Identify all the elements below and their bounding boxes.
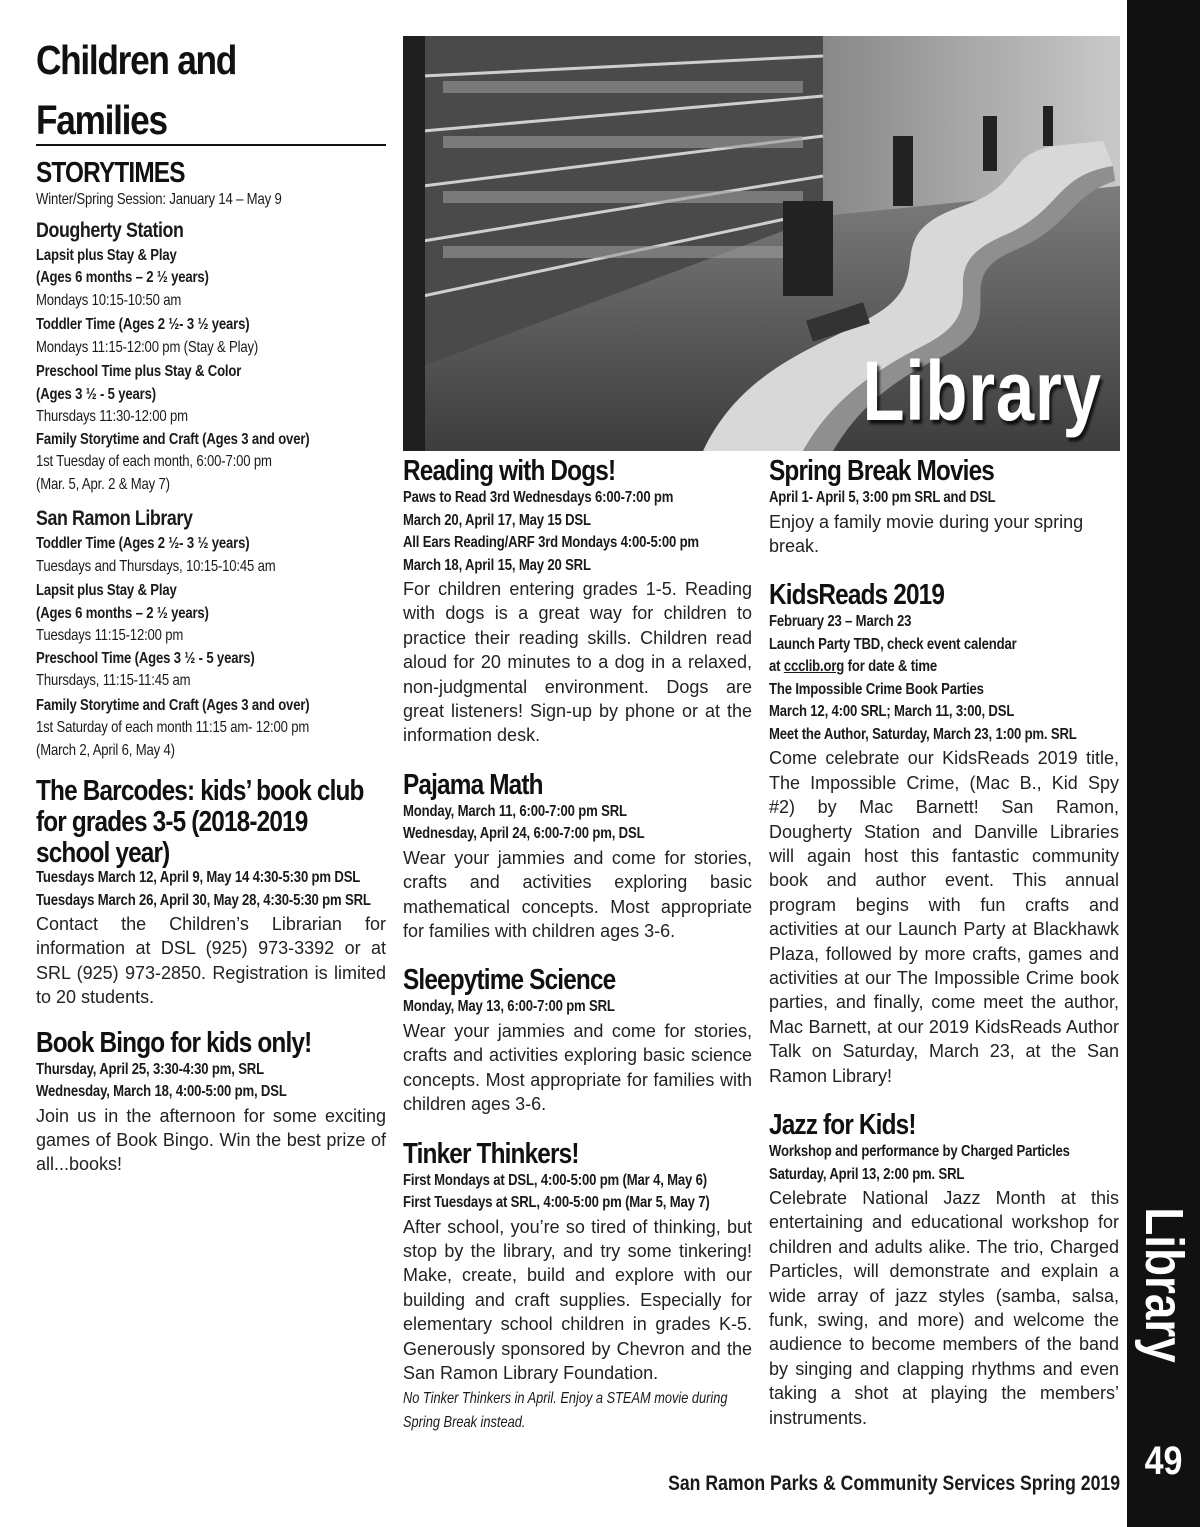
pajama-heading: Pajama Math [403,768,543,801]
barcodes-meta: Tuesdays March 26, April 30, May 28, 4:30-5:30 pm SRL [36,891,371,909]
barcodes-body: Contact the Children’s Librarian for information at DSL (925) 973-3392 or at SRL (925) 973-2850. Registration is limited to 20 students. [36,914,386,1008]
sleepy-heading: Sleepytime Science [403,964,616,997]
photo-overlay-title: Library [862,344,1102,438]
storytimes-session: Winter/Spring Session: January 14 – May 9 [36,191,282,208]
kidsreads-meta: Meet the Author, Saturday, March 23, 1:00 pm. SRL [769,725,1077,743]
dougherty-item: Lapsit plus Stay & Play [36,246,177,264]
san-ramon-item: Preschool Time (Ages 3 ½ - 5 years) [36,649,255,667]
barcodes-meta: Tuesdays March 12, April 9, May 14 4:30-5:30 pm DSL [36,869,361,886]
tinker-heading: Tinker Thinkers! [403,1137,579,1170]
right-column [769,456,1119,1444]
kidsreads-meta-prefix: at [769,658,784,676]
section-tab-label [1134,1200,1194,1370]
storytimes-heading: STORYTIMES [36,157,185,189]
dougherty-item: Toddler Time (Ages 2 ½- 3 ½ years) [36,316,250,333]
san-ramon-item: Tuesdays 11:15-12:00 pm [36,627,184,644]
jazz-meta: Workshop and performance by Charged Particles [769,1143,1070,1160]
kidsreads-body: Come celebrate our KidsReads 2019 title, The Impossible Crime, (Mac B., Kid Spy #2) by Mac Barnett! San Ramon, Dougherty Station and Danville Libraries will again host this fantastic community book and author event. This annual program begins with fun crafts and activities at our Launch Party at Blackhawk Plaza, followed by more crafts, games and activities at our The Impossible Crime book parties, and finally, come meet the author, Mac Barnett, at our 2019 KidsReads Author Talk on Saturday, March 23, at the San Ramon Library! [769,748,1119,1086]
movies-body: Enjoy a family movie during your spring break. [769,511,1084,556]
dogs-meta: March 20, April 17, May 15 DSL [403,511,591,529]
dogs-meta: Paws to Read 3rd Wednesdays 6:00-7:00 pm [403,489,674,506]
bingo-section [36,1028,386,1177]
barcodes-heading: The Barcodes: kids’ book club for grades 3-5 (2018-2019 school year) [36,775,364,869]
kidsreads-meta-link-line [769,656,1119,679]
kidsreads-section [769,580,1119,1088]
san-ramon-item: Thursdays, 11:15-11:45 am [36,672,191,689]
jazz-meta: Saturday, April 13, 2:00 pm. SRL [769,1165,965,1183]
dougherty-heading: Dougherty Station [36,218,184,242]
storytimes-section [36,158,386,762]
san-ramon-item: Family Storytime and Craft (Ages 3 and over) [36,696,310,714]
middle-column [403,456,752,1449]
san-ramon-item: (March 2, April 6, May 4) [36,741,175,759]
jazz-body: Celebrate National Jazz Month at this entertaining and educational workshop for children and adults alike. The trio, Charged Particles, will demonstrate and explain a wide array of jazz styles (samba, salsa, funk, swing, and more) and welcome the audience to become members of the band by singing and clapping rhythms and even taking a shot at playing the members’ instruments. [769,1188,1119,1428]
page-number: 49 [1144,1439,1183,1483]
sleepy-section [403,965,752,1116]
page-title-line1: Children and [36,37,237,83]
san-ramon-item: (Ages 6 months – 2 ½ years) [36,604,209,622]
library-photo [403,36,1120,451]
sleepy-body: Wear your jammies and come for stories, crafts and activities exploring basic science concepts. Most appropriate for families with children ages 3-6. [403,1020,752,1115]
dogs-meta: March 18, April 15, May 20 SRL [403,556,591,574]
bingo-meta: Wednesday, March 18, 4:00-5:00 pm, DSL [36,1083,287,1101]
pajama-body: Wear your jammies and come for stories, crafts and activities exploring basic mathematical concepts. Most appropriate for families with children ages 3-6. [403,847,752,942]
tinker-meta: First Tuesdays at SRL, 4:00-5:00 pm (Mar 5, May 7) [403,1194,710,1212]
dogs-body: For children entering grades 1-5. Reading with dogs is a great way for children to practice their reading skills. Children read aloud for 20 minutes to a dog in a relaxed, non-judgmental environment. Dogs are great listeners! Sign-up by phone or at the information desk. [403,579,752,746]
dogs-heading: Reading with Dogs! [403,455,616,487]
san-ramon-item: Toddler Time (Ages 2 ½- 3 ½ years) [36,535,250,552]
dogs-section [403,456,752,748]
page-title [36,30,337,150]
dougherty-item: Mondays 10:15-10:50 am [36,291,182,309]
dougherty-item: Thursdays 11:30-12:00 pm [36,408,188,425]
kidsreads-meta: The Impossible Crime Book Parties [769,680,984,698]
kidsreads-meta: February 23 – March 23 [769,613,912,631]
bingo-heading: Book Bingo for kids only! [36,1026,312,1059]
dougherty-item: Family Storytime and Craft (Ages 3 and over) [36,430,310,448]
tinker-meta: First Mondays at DSL, 4:00-5:00 pm (Mar 4, May 6) [403,1171,708,1189]
dougherty-item: (Ages 6 months – 2 ½ years) [36,269,209,286]
pajama-meta: Monday, March 11, 6:00-7:00 pm SRL [403,802,627,820]
bingo-body: Join us in the afternoon for some exciting games of Book Bingo. Win the best prize of all...books! [36,1105,386,1175]
san-ramon-item: Lapsit plus Stay & Play [36,582,177,599]
kidsreads-meta: March 12, 4:00 SRL; March 11, 3:00, DSL [769,703,1015,721]
pajama-meta: Wednesday, April 24, 6:00-7:00 pm, DSL [403,825,645,843]
kidsreads-heading: KidsReads 2019 [769,579,945,612]
page-footer: San Ramon Parks & Community Services Spring 2019 [668,1472,1120,1495]
san-ramon-heading: San Ramon Library [36,507,193,530]
section-tab-text: Library [1134,1207,1194,1363]
page-title-line2: Families [36,97,167,143]
dougherty-item: Preschool Time plus Stay & Color [36,363,242,380]
dogs-meta: All Ears Reading/ARF 3rd Mondays 4:00-5:00 pm [403,534,699,551]
tinker-note: No Tinker Thinkers in April. Enjoy a STEAM movie during Spring Break instead. [403,1390,728,1432]
kidsreads-meta: Launch Party TBD, check event calendar [769,635,1017,653]
barcodes-section [36,776,386,1010]
movies-heading: Spring Break Movies [769,455,995,487]
jazz-section [769,1110,1119,1430]
kidsreads-meta-suffix: for date & time [844,658,938,676]
ccclib-link[interactable]: ccclib.org [783,658,845,676]
san-ramon-item: Tuesdays and Thursdays, 10:15-10:45 am [36,557,276,575]
jazz-heading: Jazz for Kids! [769,1109,916,1141]
pajama-section [403,770,752,944]
left-column [36,30,386,1191]
dougherty-item: (Mar. 5, Apr. 2 & May 7) [36,475,170,493]
movies-section [769,456,1119,558]
dougherty-item: 1st Tuesday of each month, 6:00-7:00 pm [36,453,272,470]
sleepy-meta: Monday, May 13, 6:00-7:00 pm SRL [403,998,615,1016]
dougherty-item: (Ages 3 ½ - 5 years) [36,385,156,403]
bingo-meta: Thursday, April 25, 3:30-4:30 pm, SRL [36,1060,264,1078]
movies-meta: April 1- April 5, 3:00 pm SRL and DSL [769,489,996,506]
san-ramon-item: 1st Saturday of each month 11:15 am- 12:00 pm [36,719,310,736]
tinker-section [403,1139,752,1436]
tinker-body: After school, you’re so tired of thinking, but stop by the library, and try some tinkering! Make, create, build and explore with our building and craft supplies. Especially for elementary school children in grades K-5. Generously sponsored by Chevron and the San Ramon Library Foundation. [403,1216,752,1384]
dougherty-item: Mondays 11:15-12:00 pm (Stay & Play) [36,338,259,356]
